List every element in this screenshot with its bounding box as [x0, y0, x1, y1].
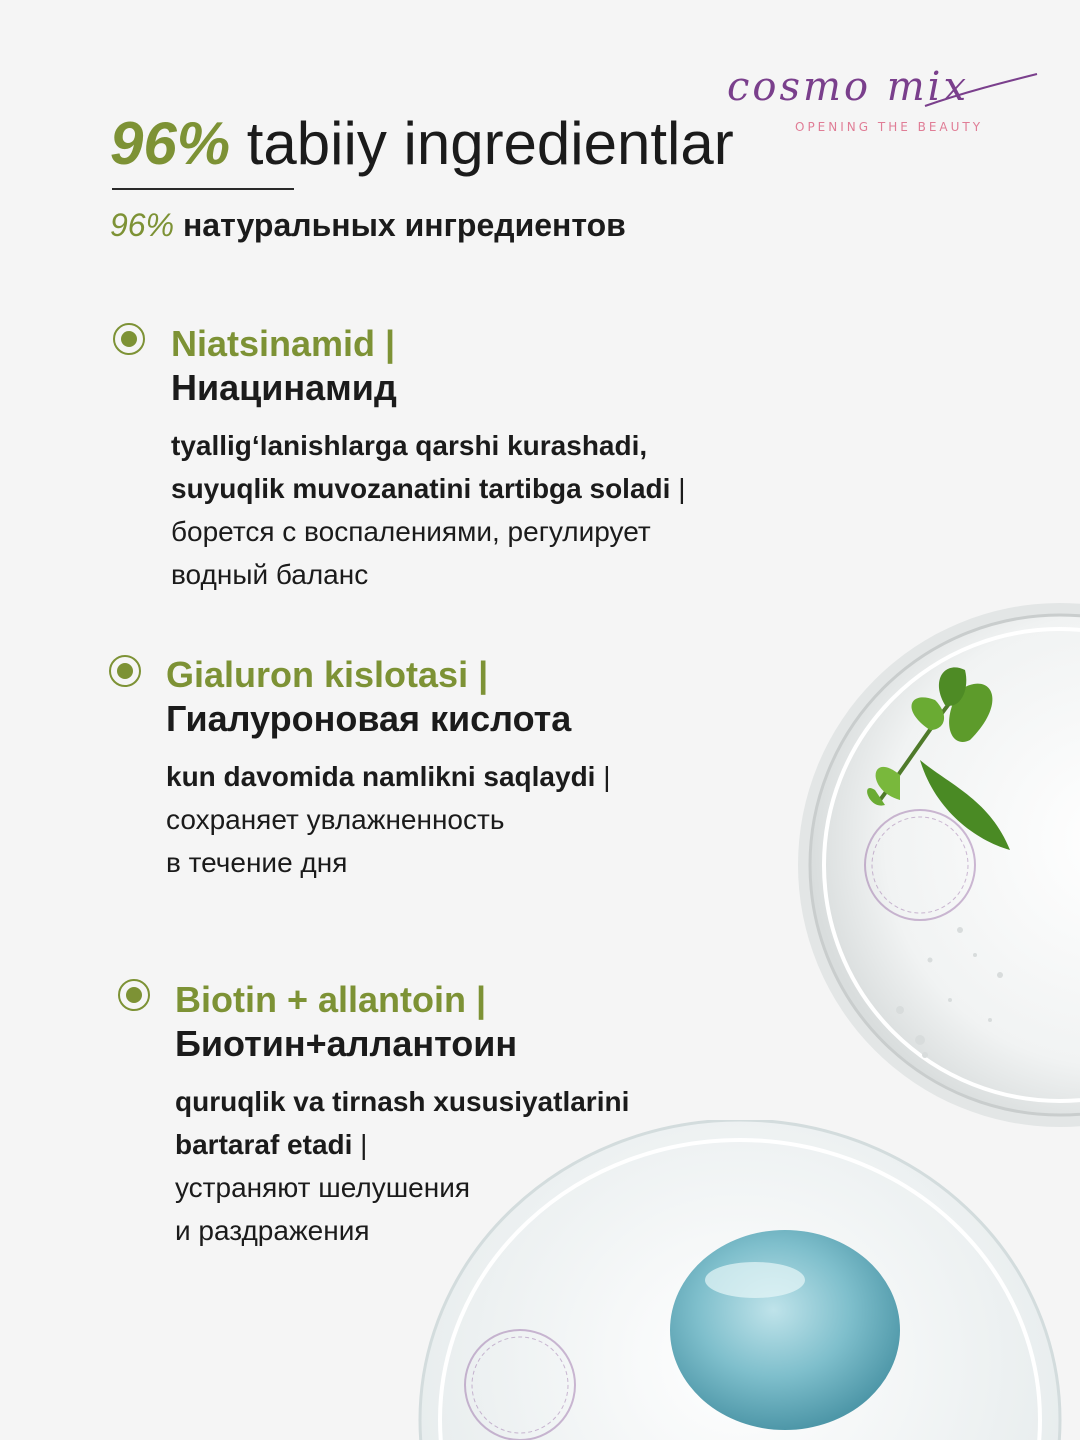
ingredient-biotin-allantoin: [175, 978, 629, 1252]
petri-dish-leaf-image: [760, 600, 1080, 1140]
ingredient-niacinamide: [171, 322, 685, 596]
desc-ru-line: в течение дня: [166, 847, 348, 878]
desc-uz-line: suyuqlik muvozanatini tartibga soladi: [171, 473, 671, 504]
desc-ru-line: и раздражения: [175, 1215, 370, 1246]
desc-separator: |: [595, 761, 611, 792]
page-subtitle: [110, 205, 626, 245]
ingredient-name-ru: Ниацинамид: [171, 367, 397, 408]
desc-separator: |: [352, 1129, 368, 1160]
ingredient-hyaluronic-acid: [166, 653, 611, 884]
logo-tagline: OPENING THE BEAUTY: [795, 120, 984, 134]
page-title: [110, 108, 734, 180]
ingredient-name-ru: Гиалуроновая кислота: [166, 698, 572, 739]
desc-ru-line: борется с воспалениями, регулирует: [171, 516, 651, 547]
desc-uz-line: quruqlik va tirnash xususiyatlarini: [175, 1086, 630, 1117]
title-divider: [112, 188, 294, 190]
ingredient-description: [166, 755, 611, 884]
desc-uz-line: bartaraf etadi: [175, 1129, 353, 1160]
ingredient-name-uz: Niatsinamid |: [171, 323, 396, 364]
radio-bullet-icon: [108, 654, 142, 688]
title-percent: 96%: [110, 110, 231, 177]
title-text: tabiiy ingredientlar: [230, 110, 734, 177]
desc-ru-line: устраняют шелушения: [175, 1172, 471, 1203]
desc-uz-line: kun davomida namlikni saqlaydi: [166, 761, 596, 792]
desc-ru-line: сохраняет увлажненность: [166, 804, 505, 835]
ingredient-description: [171, 424, 685, 596]
desc-ru-line: водный баланс: [171, 559, 369, 590]
logo-wordmark: cosmo mix: [727, 64, 970, 110]
logo-wordmark-svg: [725, 62, 1040, 118]
ingredient-name-ru: Биотин+аллантоин: [175, 1023, 518, 1064]
radio-bullet-icon: [117, 978, 151, 1012]
ingredient-name-uz: Gialuron kislotasi |: [166, 654, 489, 695]
desc-uz-line: tyallig‘lanishlarga qarshi kurashadi,: [171, 430, 648, 461]
subtitle-percent: 96%: [110, 207, 175, 243]
radio-bullet-icon: [112, 322, 146, 356]
desc-separator: |: [670, 473, 686, 504]
ingredient-name-uz: Biotin + allantoin |: [175, 979, 487, 1020]
subtitle-text: натуральных ингредиентов: [174, 207, 626, 243]
ingredient-description: [175, 1080, 629, 1252]
brand-logo: [725, 62, 1045, 142]
